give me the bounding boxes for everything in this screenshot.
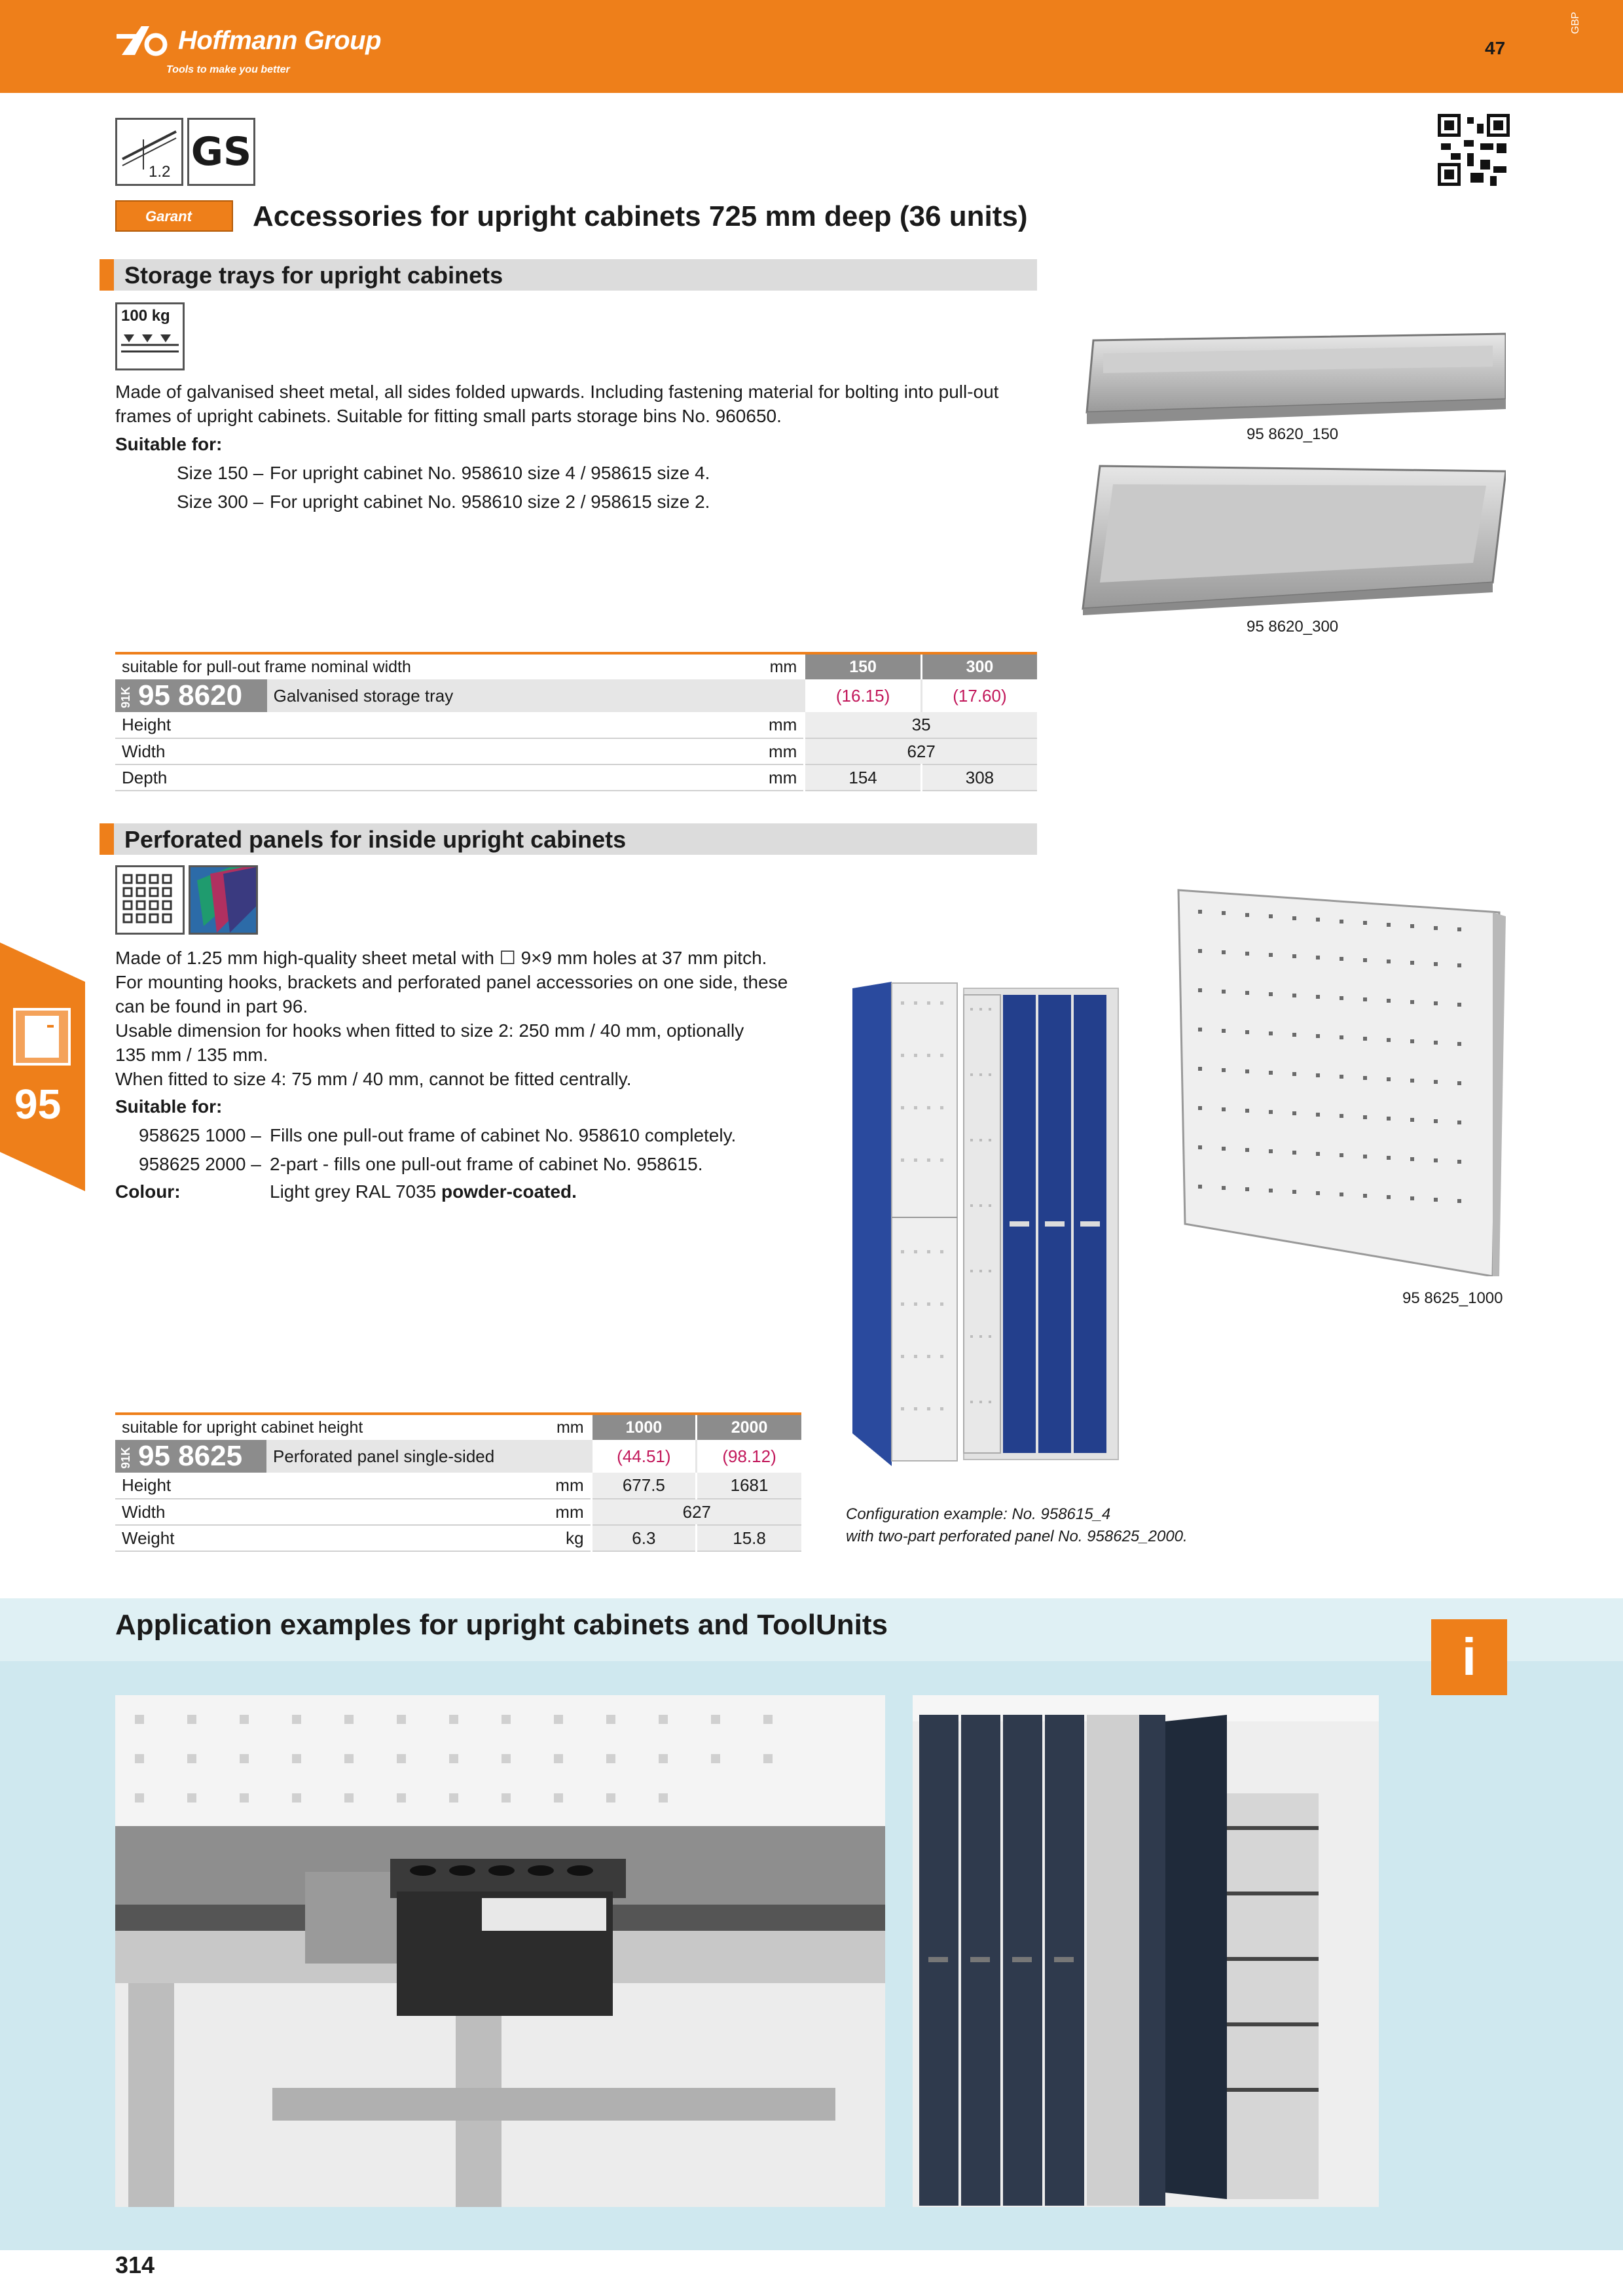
table-row: Width mm 627 [115, 1499, 801, 1525]
config-caption-2: with two-part perforated panel No. 958625_2000. [846, 1528, 1188, 1545]
config-caption-1: Configuration example: No. 958615_4 [846, 1505, 1111, 1523]
table-header-unit: mm [549, 1414, 591, 1440]
price-300: (17.60) [921, 679, 1037, 712]
table-header-label: suitable for upright cabinet height [115, 1414, 549, 1440]
article-description: Galvanised storage tray [267, 679, 805, 712]
table-article-row [115, 1440, 801, 1473]
page-title: Accessories for upright cabinets 725 mm deep (36 units) [253, 200, 1028, 232]
load-capacity-icon: 100 kg [115, 302, 185, 370]
colour-value: Light grey RAL 7035 powder-coated. [270, 1181, 577, 1202]
perforated-panel-caption: 95 8625_1000 [1402, 1289, 1503, 1307]
hoffmann-logo-icon [115, 22, 174, 60]
article-description: Perforated panel single-sided [266, 1440, 591, 1473]
application-title: Application examples for upright cabinets and ToolUnits [115, 1609, 888, 1641]
table-size-1000: 1000 [591, 1414, 696, 1440]
storage-tray-300-caption: 95 8620_300 [1247, 618, 1339, 636]
section-page-number: 47 [1485, 38, 1506, 58]
storage-tray-150-caption: 95 8620_150 [1247, 425, 1339, 443]
region-code: GBP [1570, 12, 1581, 34]
storage-tray-table [115, 652, 1037, 791]
page-number: 314 [115, 2251, 155, 2278]
section-heading-perforated-panels: Perforated panels for inside upright cabinets [100, 823, 1037, 855]
perforated-suitable-key-2: 958625 2000 – [139, 1154, 261, 1174]
brand-tagline: Tools to make you better [166, 64, 290, 75]
article-number: 91K 95 8625 [115, 1440, 266, 1473]
perforated-line-4: Usable dimension for hooks when fitted to size 2: 250 mm / 40 mm, optionally [115, 1020, 744, 1041]
storage-tray-suitable-key-2: Size 300 – [177, 492, 264, 512]
perforated-line-3: can be found in part 96. [115, 996, 308, 1016]
storage-tray-suitable-text-1: For upright cabinet No. 958610 size 4 / 958615 size 4. [270, 463, 710, 483]
perforated-suitable-text-1: Fills one pull-out frame of cabinet No. 958610 completely. [270, 1125, 737, 1145]
storage-tray-suitable-label: Suitable for: [115, 434, 223, 454]
storage-tray-description-2: frames of upright cabinets. Suitable for fitting small parts storage bins No. 960650. [115, 406, 782, 426]
perforated-panel-image [1172, 884, 1506, 1276]
storage-tray-suitable-key-1: Size 150 – [177, 463, 264, 483]
table-header-label: suitable for pull-out frame nominal width [115, 653, 762, 679]
storage-tray-150-image [1074, 327, 1506, 425]
table-row: Depth mm 154 308 [115, 764, 1037, 791]
table-row: Height mm 677.5 1681 [115, 1473, 801, 1499]
table-size-300: 300 [921, 653, 1037, 679]
workbench-application-photo [115, 1695, 885, 2207]
qr-code-icon [1438, 114, 1510, 186]
table-header-row [115, 653, 1037, 679]
perforated-line-6: When fitted to size 4: 75 mm / 40 mm, cannot be fitted centrally. [115, 1069, 632, 1089]
info-icon: i [1431, 1619, 1507, 1695]
perforated-suitable-key-1: 958625 1000 – [139, 1125, 261, 1145]
perforated-line-5: 135 mm / 135 mm. [115, 1045, 268, 1065]
colour-label: Colour: [115, 1181, 181, 1202]
table-row: Weight kg 6.3 15.8 [115, 1525, 801, 1551]
cabinet-chapter-icon [13, 1008, 71, 1066]
table-size-150: 150 [805, 653, 922, 679]
garant-logo: Garant [115, 200, 233, 232]
gs-mark-icon: GS [187, 118, 255, 186]
perforated-suitable-label: Suitable for: [115, 1096, 223, 1117]
perforation-pattern-icon [115, 865, 185, 935]
storage-tray-description-1: Made of galvanised sheet metal, all sides folded upwards. Including fastening material for bolting into pull-out [115, 382, 999, 402]
table-row: Height mm 35 [115, 712, 1037, 738]
storage-tray-300-image [1074, 458, 1506, 615]
table-article-row [115, 679, 1037, 712]
thickness-label: 1.2 [149, 163, 171, 181]
tool-cabinets-application-photo [913, 1695, 1379, 2207]
table-row: Width mm 627 [115, 738, 1037, 764]
price-1000: (44.51) [591, 1440, 696, 1473]
price-150: (16.15) [805, 679, 922, 712]
section-heading-storage-trays: Storage trays for upright cabinets [100, 259, 1037, 291]
perforated-line-2: For mounting hooks, brackets and perforated panel accessories on one side, these [115, 972, 788, 992]
price-2000: (98.12) [697, 1440, 801, 1473]
table-size-2000: 2000 [697, 1414, 801, 1440]
article-number: 91K 95 8620 [115, 679, 267, 712]
brand-name: Hoffmann Group [178, 26, 382, 55]
sheet-thickness-icon [115, 118, 183, 186]
perforated-suitable-text-2: 2-part - fills one pull-out frame of cabinet No. 958615. [270, 1154, 703, 1174]
storage-tray-suitable-text-2: For upright cabinet No. 958610 size 2 / 958615 size 2. [270, 492, 710, 512]
table-header-row [115, 1414, 801, 1440]
chapter-side-tab [0, 942, 85, 1191]
chapter-number: 95 [14, 1081, 62, 1128]
cabinet-configuration-image [846, 975, 1121, 1473]
perforated-panel-table [115, 1412, 801, 1552]
perforated-line-1: Made of 1.25 mm high-quality sheet metal with ☐ 9×9 mm holes at 37 mm pitch. [115, 948, 767, 968]
table-header-unit: mm [762, 653, 805, 679]
colour-options-icon [189, 865, 258, 935]
